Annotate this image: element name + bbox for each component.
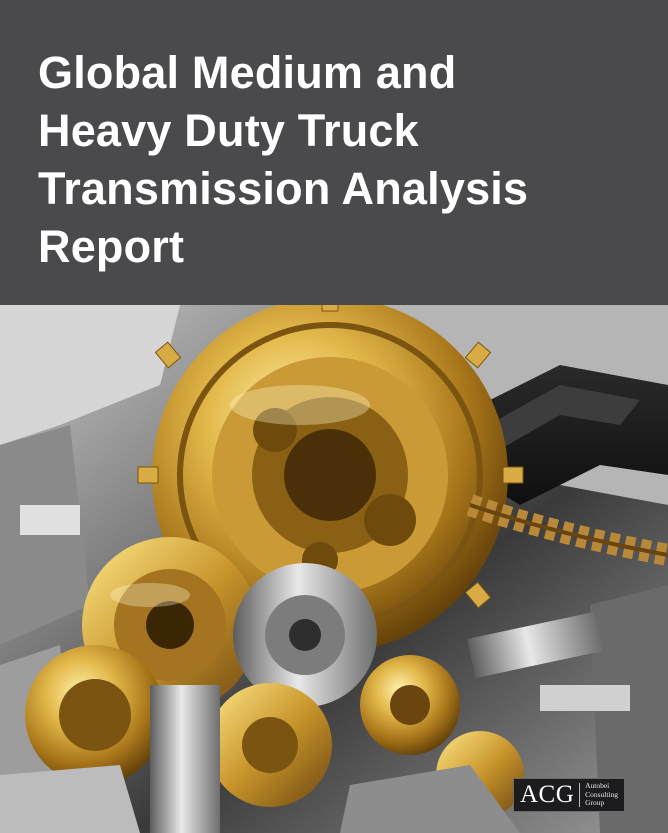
title-line-1: Global Medium and [38,47,457,98]
title-line-3: Transmission Analysis [38,163,529,214]
title-band [0,0,668,305]
transmission-gears-image [0,305,668,833]
logo-line-1: Autobei [585,781,610,791]
logo-line-2: Consulting [585,789,618,799]
logo-company-name [585,782,618,808]
report-title [38,44,648,276]
title-line-4: Report [38,221,185,272]
logo-divider [579,783,580,807]
logo-line-3: Group [585,798,605,808]
title-line-2: Heavy Duty Truck [38,105,419,156]
acg-logo [513,778,625,812]
logo-mark: ACG [520,781,575,808]
